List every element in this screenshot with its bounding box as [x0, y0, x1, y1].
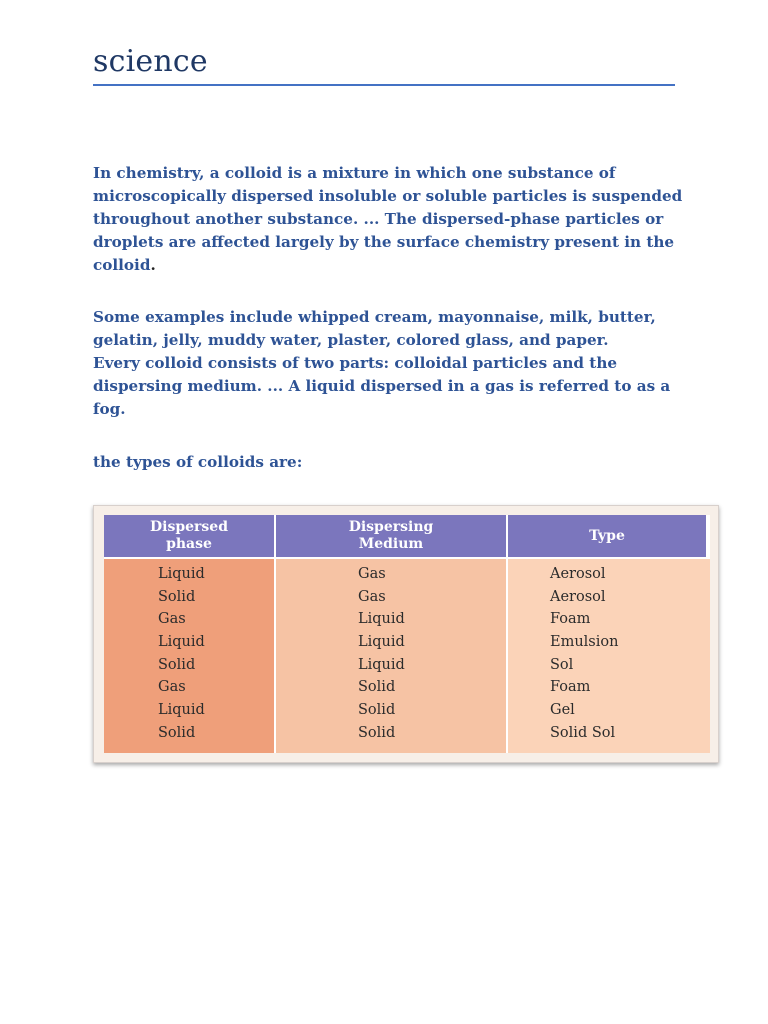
- colloid-types-table-image: [93, 505, 719, 763]
- table-cell: Gas: [158, 679, 186, 696]
- table-cell: Liquid: [158, 634, 205, 651]
- paragraph-types-intro: the types of colloids are:: [93, 453, 303, 471]
- table-cell: Gel: [550, 702, 575, 719]
- table-cell: Solid: [158, 656, 196, 673]
- document-title: science: [93, 44, 208, 79]
- table-cell: Solid Sol: [550, 724, 616, 741]
- table-cell: Solid: [358, 724, 396, 741]
- table-cell: Solid: [358, 679, 396, 696]
- paragraph-end-period: .: [150, 256, 156, 275]
- table-cell: Liquid: [358, 656, 405, 673]
- table-cell: Aerosol: [550, 588, 606, 605]
- table-cell: Liquid: [158, 566, 205, 582]
- table-cell: Liquid: [158, 702, 205, 719]
- table-cell: Liquid: [358, 634, 405, 651]
- table-cell: Emulsion: [550, 634, 619, 651]
- header-dispersed-phase: Dispersed phase: [104, 515, 276, 559]
- table-cell: Foam: [550, 679, 591, 696]
- column-type: [508, 559, 710, 753]
- paragraph-colloid-definition-text: In chemistry, a colloid is a mixture in which one substance of microscopically dispersed insoluble or soluble particles is suspended throughout another substance. ... The dispersed-phase particles or droplets are affected largely by the surface chemistry present in the colloid: [93, 164, 683, 275]
- table-cell: Aerosol: [550, 566, 606, 582]
- table-cell: Gas: [358, 566, 386, 582]
- table-cell: Liquid: [358, 611, 405, 628]
- paragraph-parts-line: Every colloid consists of two parts: colloidal particles and the dispersing medium. ... A liquid dispersed in a gas is referred to as a fog.: [93, 354, 671, 419]
- table-cell: Solid: [158, 724, 196, 741]
- table-cell: Sol: [550, 656, 574, 673]
- paragraph-examples-line: Some examples include whipped cream, mayonnaise, milk, butter, gelatin, jelly, muddy water, plaster, colored glass, and paper.: [93, 308, 656, 350]
- table-cell: Gas: [358, 588, 386, 605]
- paragraph-colloid-examples: [93, 306, 683, 421]
- table-cell: Foam: [550, 611, 591, 628]
- paragraph-colloid-definition: [93, 162, 683, 277]
- table-cell: Solid: [158, 588, 196, 605]
- title-underline: [93, 84, 675, 86]
- header-type: Type: [508, 515, 710, 559]
- colloid-types-table: [104, 515, 710, 753]
- header-dispersing-medium: Dispersing Medium: [276, 515, 508, 559]
- column-dispersed-phase: [104, 559, 276, 753]
- column-dispersing-medium: [276, 559, 508, 753]
- table-cell: Gas: [158, 611, 186, 628]
- table-cell: Solid: [358, 702, 396, 719]
